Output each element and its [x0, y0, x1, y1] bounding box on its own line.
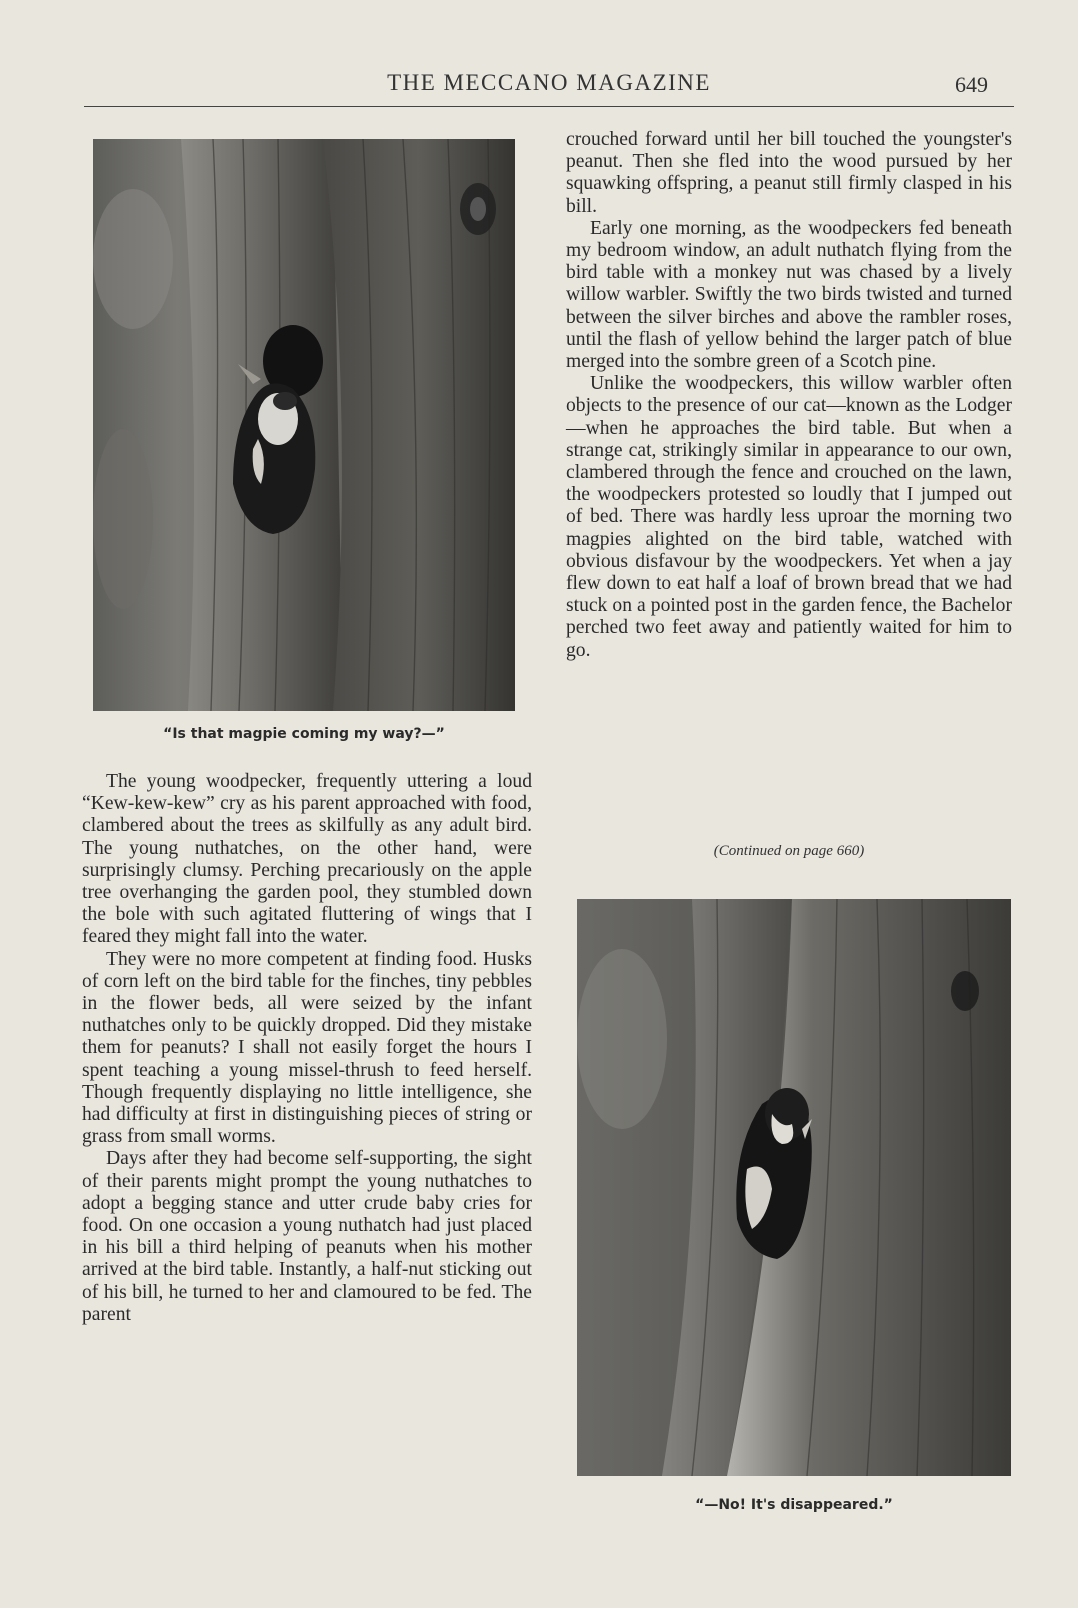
paragraph: Early one morning, as the woodpeckers fed beneath my bedroom window, an adult nuthatch flying from the bird table with a monkey nut was chased by a lively willow warbler. Swiftly the two birds twisted and turned between the silver birches and above the rambler roses, until the flash of yellow behind the larger patch of blue merged into the sombre green of a Scotch pine. — [566, 217, 1012, 373]
paragraph: The young woodpecker, frequently uttering a loud “Kew-kew-kew” cry as his parent approached with food, clambered about the trees as skilfully as any adult bird. The young nuthatches, on the other hand, were surprisingly clumsy. Perching precariously on the apple tree overhanging the garden pool, they stumbled down the bole with such agitated fluttering of wings that I feared they might fall into the water. — [82, 771, 532, 948]
running-header — [84, 66, 1014, 107]
woodpecker-photo-1 — [93, 139, 515, 711]
photo-caption-1: “Is that magpie coming my way?—” — [163, 726, 445, 742]
right-column-text — [566, 129, 1012, 662]
continued-note: (Continued on page 660) — [713, 843, 865, 859]
paragraph: crouched forward until her bill touched the youngster's peanut. Then she fled into the wood pursued by her squawking offspring, a peanut still firmly clasped in his bill. — [566, 129, 1012, 217]
woodpecker-photo-2 — [577, 899, 1011, 1476]
paragraph: Unlike the woodpeckers, this willow warbler often objects to the presence of our cat—known as the Lodger—when he approaches the bird table. But when a strange cat, strikingly similar in appearance to our own, clambered through the fence and crouched on the lawn, the woodpeckers protested so loudly that I jumped out of bed. There was hardly less uproar the morning two magpies alighted on the bird table, watched with obvious disfavour by the woodpeckers. Yet when a jay flew down to eat half a loaf of brown bread that we had stuck on a pointed post in the garden fence, the Bachelor perched two feet away and patiently waited for him to go. — [566, 373, 1012, 661]
paragraph: Days after they had become self-supporting, the sight of their parents might prompt the young nuthatches to adopt a begging stance and utter crude baby cries for food. On one occasion a young nuthatch had just placed in his bill a third helping of peanuts when his mother arrived at the bird table. Instantly, a half-nut sticking out of his bill, he turned to her and clamoured to be fed. The parent — [82, 1148, 532, 1325]
left-column-text — [82, 771, 532, 1326]
magazine-title: THE MECCANO MAGAZINE — [387, 70, 711, 95]
woodpecker-photo-icon — [93, 139, 515, 711]
photo-caption-2: “—No! It's disappeared.” — [695, 1497, 893, 1513]
page-number: 649 — [955, 72, 988, 97]
woodpecker-photo-icon — [577, 899, 1011, 1476]
paragraph: They were no more competent at finding food. Husks of corn left on the bird table for the finches, tiny pebbles in the flower beds, all were seized by the infant nuthatches only to be quickly dropped. Did they mistake them for peanuts? I shall not easily forget the hours I spent teaching a young missel-thrush to feed herself. Though frequently displaying no little intelligence, she had difficulty at first in distinguishing pieces of string or grass from small worms. — [82, 948, 532, 1148]
